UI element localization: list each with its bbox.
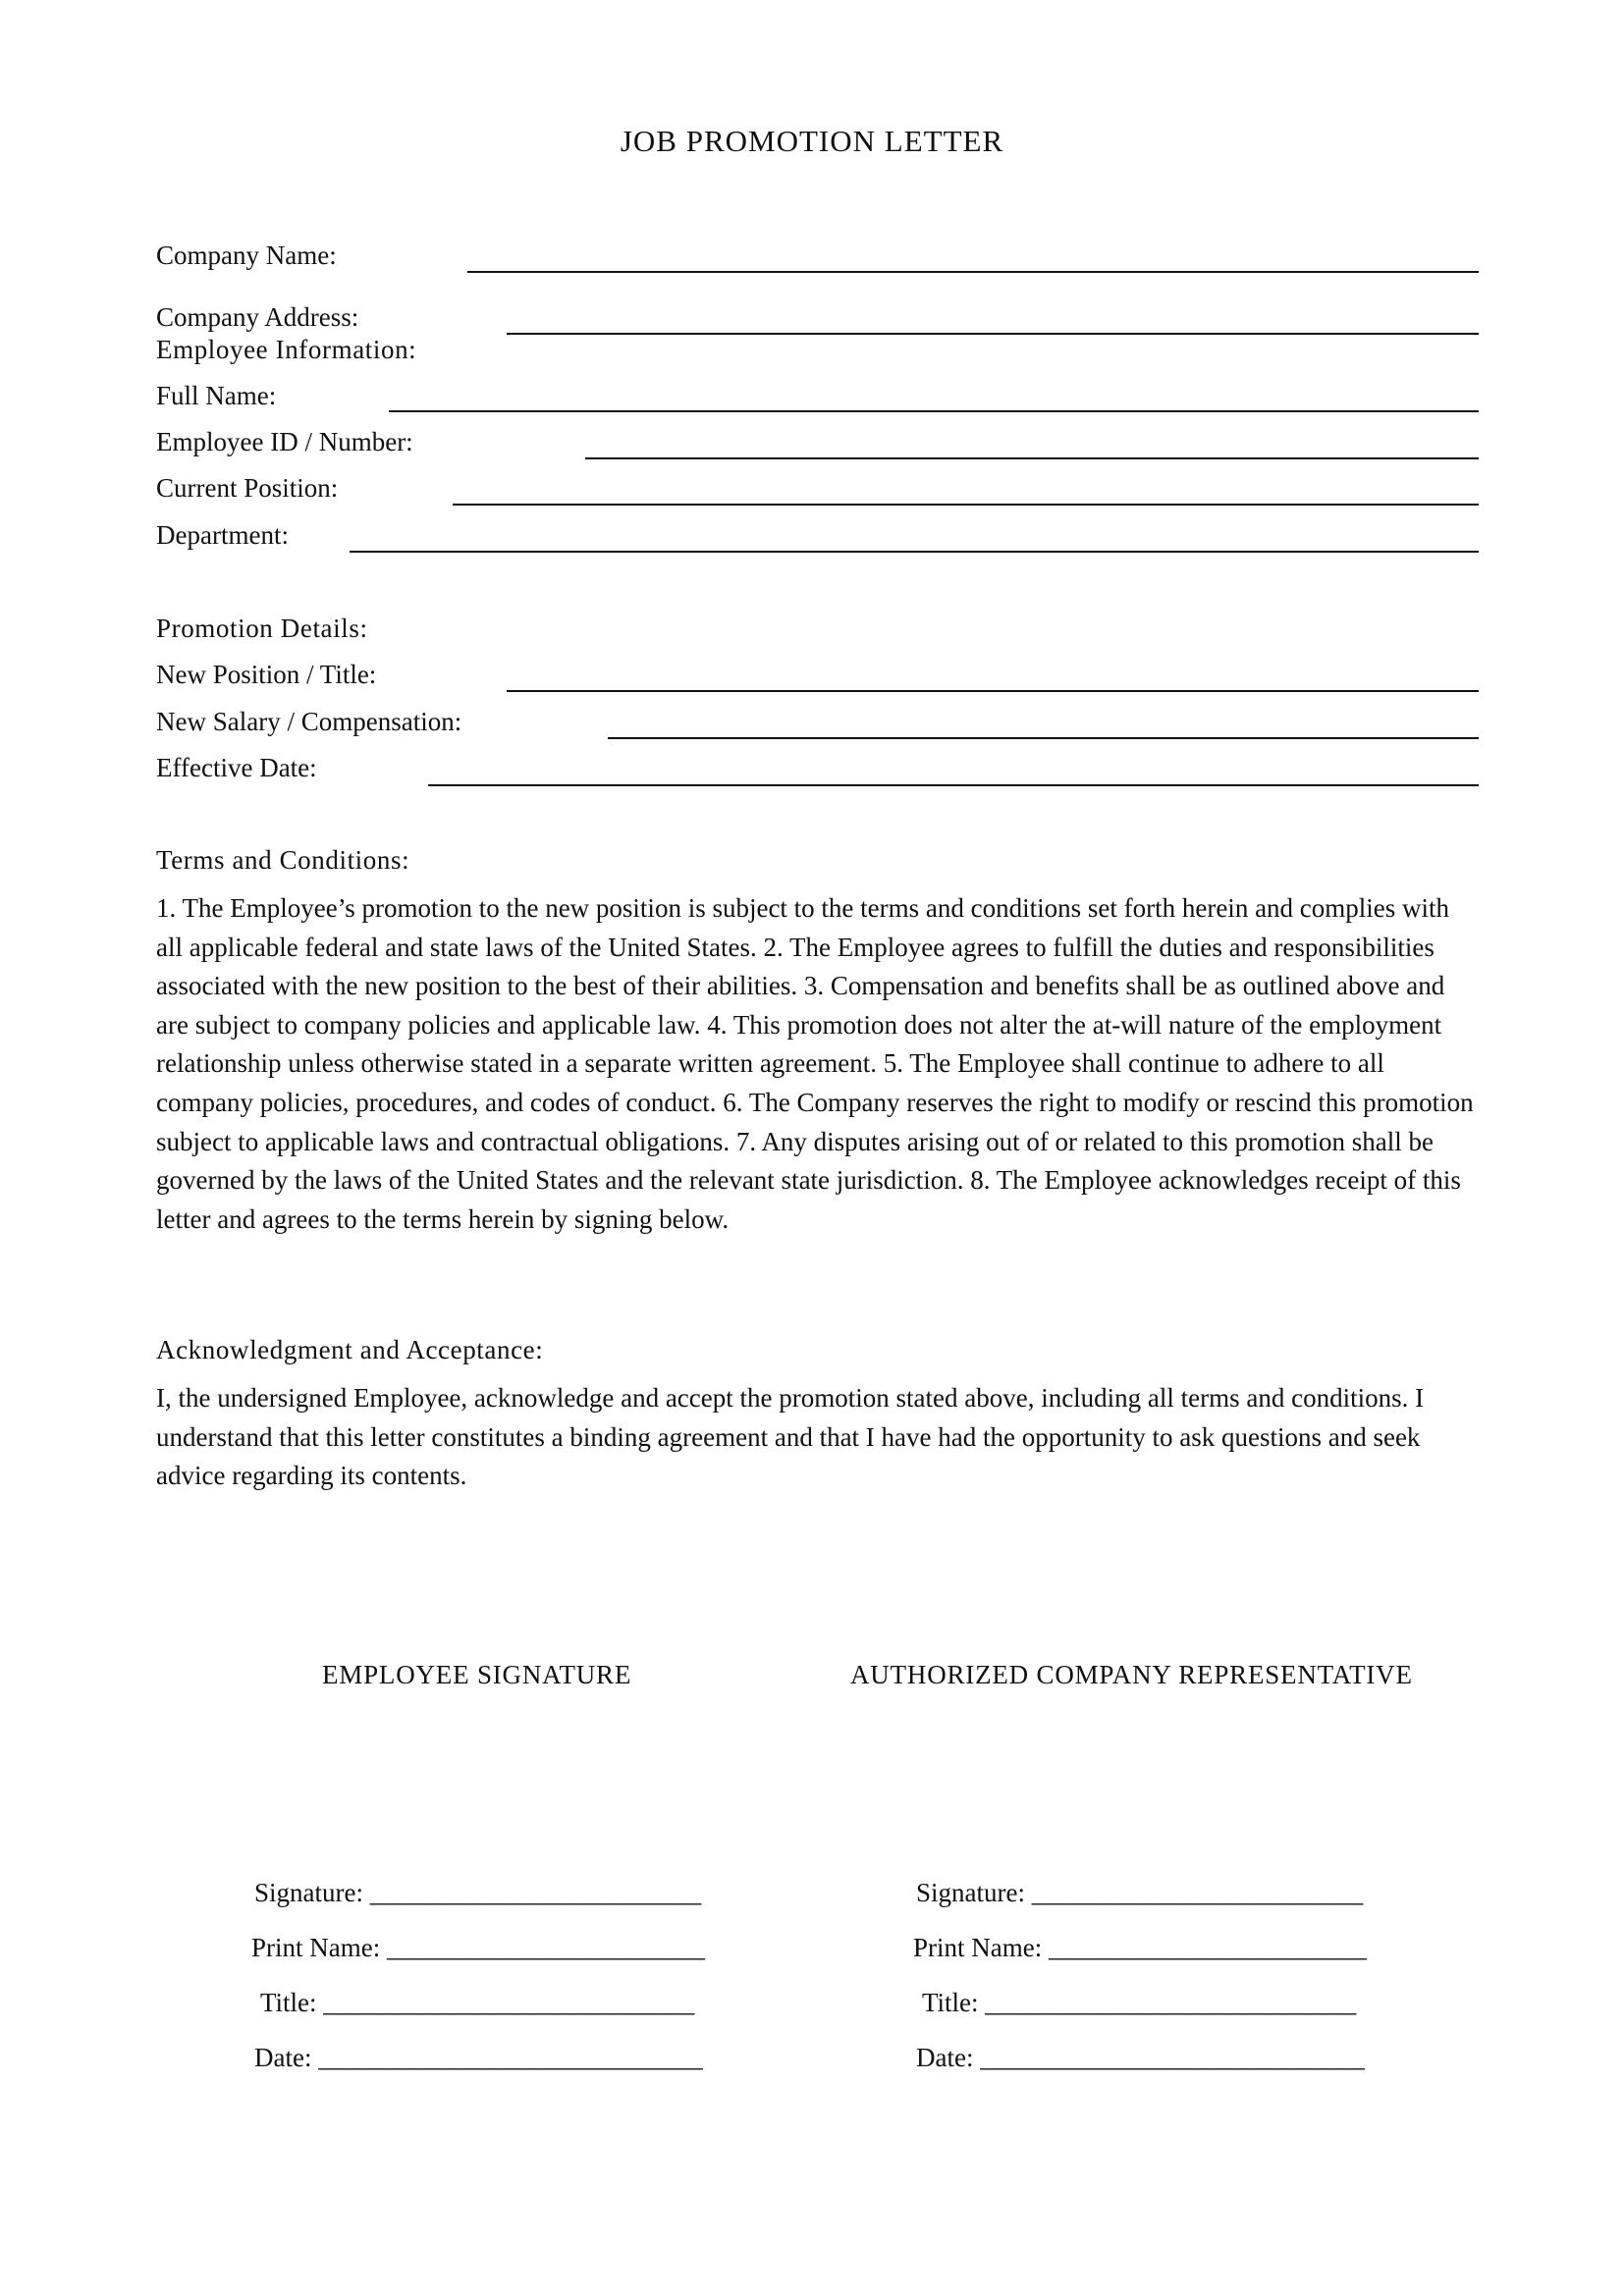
company-print-name-field[interactable]: Print Name: ________________________	[913, 1933, 1367, 1962]
effective-date-label: Effective Date:	[156, 753, 317, 782]
new-position-label: New Position / Title:	[156, 660, 377, 689]
terms-heading: Terms and Conditions:	[156, 845, 410, 875]
employee-id-field[interactable]	[585, 457, 1479, 459]
company-name-field[interactable]	[467, 271, 1479, 273]
company-address-field[interactable]	[507, 333, 1479, 335]
new-salary-field[interactable]	[608, 737, 1479, 739]
company-date-field[interactable]: Date: _____________________________	[916, 2043, 1365, 2072]
current-position-label: Current Position:	[156, 473, 339, 503]
terms-body: 1. The Employee’s promotion to the new position is subject to the terms and conditions set forth herein and complies with all applicable federal and state laws of the United States. 2. The Employee agrees to fulfill the duties and responsibilities associated with the new position to the best of their abilities. 3. Compensation and benefits shall be as outlined above and are subject to company policies and applicable law. 4. This promotion does not alter the at-will nature of the employment relationship unless otherwise stated in a separate written agreement. 5. The Employee shall continue to adhere to all company policies, procedures, and codes of conduct. 6. The Company reserves the right to modify or rescind this promotion subject to applicable laws and contractual obligations. 7. Any disputes arising out of or related to this promotion shall be governed by the laws of the United States and the relevant state jurisdiction. 8. The Employee acknowledges receipt of this letter and agrees to the terms herein by signing below.	[156, 893, 1474, 1234]
employee-info-heading: Employee Information:	[156, 335, 417, 364]
acknowledgment-heading: Acknowledgment and Acceptance:	[156, 1335, 544, 1364]
new-salary-label: New Salary / Compensation:	[156, 707, 462, 736]
employee-signature-field[interactable]: Signature: _________________________	[254, 1878, 702, 1907]
full-name-label: Full Name:	[156, 381, 277, 410]
company-signature-field[interactable]: Signature: _________________________	[916, 1878, 1364, 1907]
current-position-field[interactable]	[453, 504, 1479, 506]
department-label: Department:	[156, 520, 289, 550]
employee-title-field[interactable]: Title: ____________________________	[260, 1988, 695, 2017]
employee-id-label: Employee ID / Number:	[156, 427, 413, 456]
department-field[interactable]	[350, 551, 1479, 553]
employee-print-name-field[interactable]: Print Name: ________________________	[251, 1933, 705, 1962]
acknowledgment-body: I, the undersigned Employee, acknowledge and accept the promotion stated above, including all terms and conditions. I understand that this letter constitutes a binding agreement and that I have had the opportunity to ask questions and seek advice regarding its contents.	[156, 1383, 1425, 1491]
company-representative-heading: AUTHORIZED COMPANY REPRESENTATIVE	[850, 1660, 1413, 1689]
new-position-field[interactable]	[507, 690, 1479, 692]
promotion-details-heading: Promotion Details:	[156, 614, 368, 643]
document-title: JOB PROMOTION LETTER	[620, 124, 1004, 158]
full-name-field[interactable]	[389, 410, 1479, 412]
effective-date-field[interactable]	[428, 784, 1479, 786]
company-name-label: Company Name:	[156, 240, 337, 270]
company-address-label: Company Address:	[156, 302, 359, 332]
employee-date-field[interactable]: Date: _____________________________	[254, 2043, 703, 2072]
company-title-field[interactable]: Title: ____________________________	[922, 1988, 1357, 2017]
employee-signature-heading: EMPLOYEE SIGNATURE	[322, 1660, 632, 1689]
